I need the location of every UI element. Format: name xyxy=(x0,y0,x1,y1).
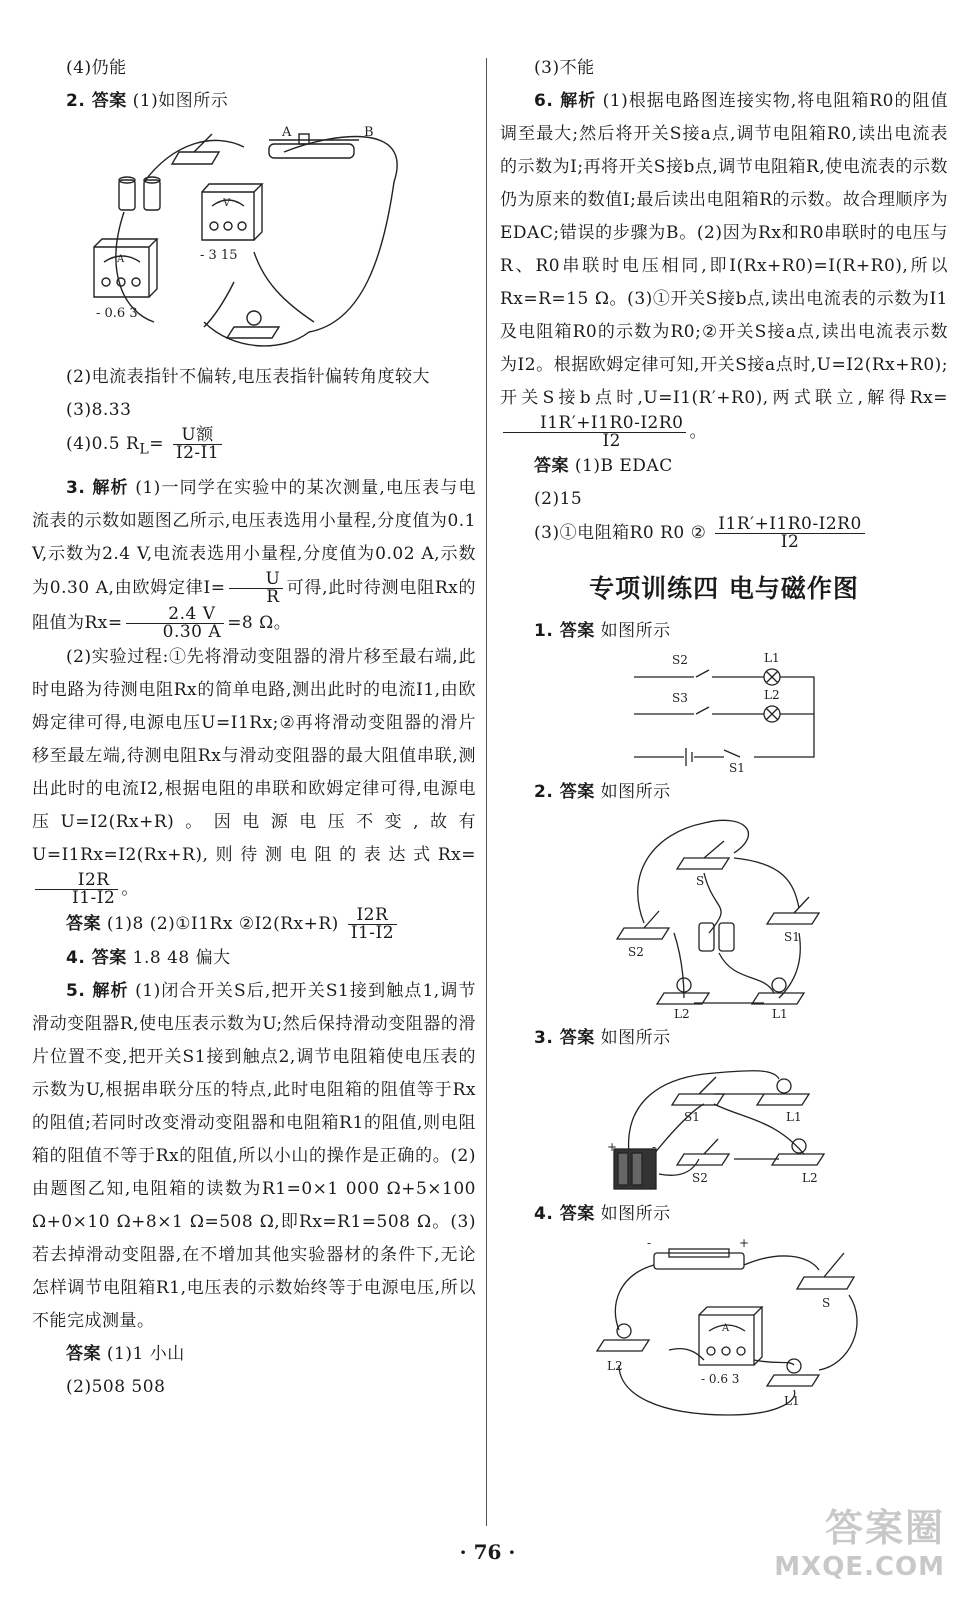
circuit-figure-1 xyxy=(84,122,424,357)
answer-line: (3)8.33 xyxy=(66,400,132,420)
ammeter-scale: - 0.6 3 xyxy=(701,1372,740,1386)
label-s2: S2 xyxy=(628,945,644,959)
label-s: S xyxy=(822,1296,831,1310)
ammeter-scale: - 0.6 3 xyxy=(96,306,138,321)
bulb-icon xyxy=(752,978,804,1004)
circuit-figure-2 xyxy=(614,813,834,1018)
answer-line: (3)①电阻箱R0 R0 ② $\frac{I1R'+I1R0-I2R0}{I2}$ xyxy=(500,516,948,551)
bulb-icon xyxy=(227,311,279,338)
switch-icon xyxy=(672,1077,724,1105)
voltmeter-icon xyxy=(202,184,262,240)
label-l1: L1 xyxy=(786,1110,802,1124)
label-l2: L2 xyxy=(764,688,780,702)
question-6-answer: 答案 (1)B EDAC xyxy=(534,456,673,476)
ammeter-icon xyxy=(699,1307,762,1365)
question-5-analysis: 5. 解析 (1)闭合开关S后,把开关S1接到触点1,调节滑动变阻器R,使电压表示数为U;然后保持滑动变阻器的滑片位置不变,把开关S1接到触点2,调节电阻箱使电压表的示数为U,根据串联分压的特点,此时电阻箱的阻值等于Rx的阻值;若同时改变滑动变阻器和电阻箱R1的阻值,则电阻箱的阻值不等于Rx的阻值,所以小山的操作是正确的。(2)由题图乙知,电阻箱的读数为R1=0×1 000 Ω+5×100 Ω+0×10 Ω+8×1 Ω=508 Ω,即Rx=R1=508 Ω。(3)若去掉滑动变阻器,在不增加其他实验器材的条件下,无论怎样调节电阻箱R1,电压表的示数始终等于电源电压,所以不能完成测量。 xyxy=(32,981,476,1332)
label-plus: + xyxy=(607,1140,618,1154)
label-s1: S1 xyxy=(684,1110,700,1124)
answer-line: (2)508 508 xyxy=(66,1377,166,1398)
battery-icon xyxy=(119,177,160,210)
label-minus: - xyxy=(647,1236,652,1250)
switch-icon xyxy=(617,911,669,939)
rheostat-icon xyxy=(647,1236,749,1269)
switch-icon xyxy=(797,1253,854,1289)
switch-icon xyxy=(677,1139,729,1165)
question-4: 4. 答案 1.8 48 偏大 xyxy=(66,948,231,969)
right-column xyxy=(500,52,948,1429)
section-title: 专项训练四 电与磁作图 xyxy=(589,574,859,603)
answer-line: (2)电流表指针不偏转,电压表指针偏转角度较大 xyxy=(66,367,430,387)
question-6-analysis: 6. 解析 (1)根据电路图连接实物,将电阻箱R0的阻值调至最大;然后将开关S接a点,调节电阻箱R0,读出电流表的示数为I;再将开关S接b点,调节电阻箱R,使电流表的示数仍为原来的数值I;最后读出电阻箱R的示数。故合理顺序为EDAC;错误的步骤为B。(2)因为Rx和R0串联时的电压与R、R0串联时电压相同,即I(Rx+R0)=I(R+R0),所以Rx=R=15 Ω。(3)①开关S接b点,读出电流表的示数为I1及电阻箱R0的示数为R0;②开关S接a点,读出电流表示数为I2。根据欧姆定律可知,开关S接a点时,U=I2(Rx+R0);开关S接b点时,U=I1(R′+R0),两式联立,解得Rx= $\frac{I1R'+I1R0-I2R0}{I2}$ 。 xyxy=(500,91,948,451)
label-plus: + xyxy=(739,1236,750,1250)
question-3-answer: 答案 (1)8 (2)①I1Rx ②I2(Rx+R) $\frac{I2R}{I1-I2}$ xyxy=(32,907,476,942)
label-l1: L1 xyxy=(784,1394,800,1408)
circuit-diagram-1 xyxy=(624,652,824,772)
bulb-icon xyxy=(767,1359,819,1386)
bulb-icon xyxy=(772,1139,824,1165)
question-2 xyxy=(32,85,476,118)
label-b: B xyxy=(364,125,374,140)
svg-text:A: A xyxy=(117,254,125,265)
bulb-icon xyxy=(757,1079,809,1105)
label-s1: S1 xyxy=(729,761,745,772)
column-divider xyxy=(486,58,487,1526)
answer-text: (1)如图所示 xyxy=(132,91,229,111)
left-column xyxy=(32,52,476,1404)
fraction: $\frac{U}{R}$ xyxy=(229,571,284,606)
question-3-process: (2)实验过程:①先将滑动变阻器的滑片移至最右端,此时电路为待测电阻Rx的简单电路,测出此时的电流I1,由欧姆定律可得,电源电压U=I1Rx;②再将滑动变阻器的滑片移至最左端,待测电阻Rx与滑动变阻器的最大阻值串联,测出此时的电流I2,根据电阻的串联和欧姆定律可得,电源电压U=I2(Rx+R)。因电源电压不变,故有U=I1Rx=I2(Rx+R),则待测电阻的表达式Rx= $\frac{I2R}{I1-I2}$ 。 xyxy=(32,647,476,909)
label-s1: S1 xyxy=(784,930,800,944)
fraction: $\frac{2.4 V}{0.30 A}$ xyxy=(126,606,225,641)
bulb-icon xyxy=(597,1324,649,1351)
label-s: S xyxy=(696,874,705,888)
voltmeter-scale: - 3 15 xyxy=(200,248,238,263)
label-l2: L2 xyxy=(674,1007,690,1018)
svg-text:V: V xyxy=(223,198,231,209)
fraction: $\frac{I2R}{I1-I2}$ xyxy=(35,872,118,907)
label-s3: S3 xyxy=(672,691,688,705)
watermark-url: MXQE.COM xyxy=(774,1552,945,1582)
label-l1: L1 xyxy=(764,652,780,665)
label-s2: S2 xyxy=(672,653,688,667)
circuit-figure-4 xyxy=(579,1235,869,1425)
question-3-analysis: 3. 解析 (1)一同学在实验中的某次测量,电压表与电流表的示数如题图乙所示,电压表选用小量程,分度值为0.1 V,示数为2.4 V,电流表选用小量程,分度值为0.02 A,示数为0.30 A,由欧姆定律I= $\frac{U}{R}$ 可得,此时待测电阻Rx的阻值为Rx= $\frac{2.4 V}{0.30 A}$ =8 Ω。 xyxy=(32,478,476,643)
svg-text:A: A xyxy=(722,1323,730,1334)
fraction: $\frac{\text{U额}}{I2-I1}$ xyxy=(173,427,222,462)
page-number: · 76 · xyxy=(459,1540,516,1564)
label-l1: L1 xyxy=(772,1007,788,1018)
question-5-answer: 答案 (1)1 小山 xyxy=(66,1344,185,1365)
fraction: $\frac{I1R'+I1R0-I2R0}{I2}$ xyxy=(503,415,686,450)
label-l2: L2 xyxy=(607,1359,623,1373)
answer-line: (2)15 xyxy=(534,489,583,509)
label-minus: - xyxy=(652,1140,657,1154)
circuit-figure-3 xyxy=(604,1059,844,1194)
battery-icon xyxy=(699,923,734,951)
label-l2: L2 xyxy=(802,1171,818,1185)
fraction: $\frac{I2R}{I1-I2}$ xyxy=(348,907,397,942)
label-a: A xyxy=(282,125,292,140)
label-s2: S2 xyxy=(692,1171,708,1185)
diagram-2-caption: 2. 答案 如图所示 xyxy=(534,782,671,802)
question-label: 2. 答案 xyxy=(66,91,127,111)
switch-icon xyxy=(767,897,819,924)
diagram-3-caption: 3. 答案 如图所示 xyxy=(534,1028,671,1048)
answer-line: (4)仍能 xyxy=(66,58,127,78)
battery-pack-icon xyxy=(614,1149,656,1189)
ammeter-icon xyxy=(94,239,157,297)
watermark-logo-text: 答案圈 xyxy=(824,1506,945,1550)
switch-icon xyxy=(677,841,729,869)
watermark xyxy=(774,1497,945,1582)
diagram-1-caption: 1. 答案 如图所示 xyxy=(534,621,671,641)
answer-formula: (4)0.5 $R_L=$ $\frac{\text{U额}}{I2-I1}$ xyxy=(32,427,476,466)
answer-line: (3)不能 xyxy=(534,58,595,78)
fraction: $\frac{I1R'+I1R0-I2R0}{I2}$ xyxy=(715,516,864,551)
switch-icon xyxy=(172,134,219,164)
diagram-4-caption: 4. 答案 如图所示 xyxy=(534,1204,671,1224)
